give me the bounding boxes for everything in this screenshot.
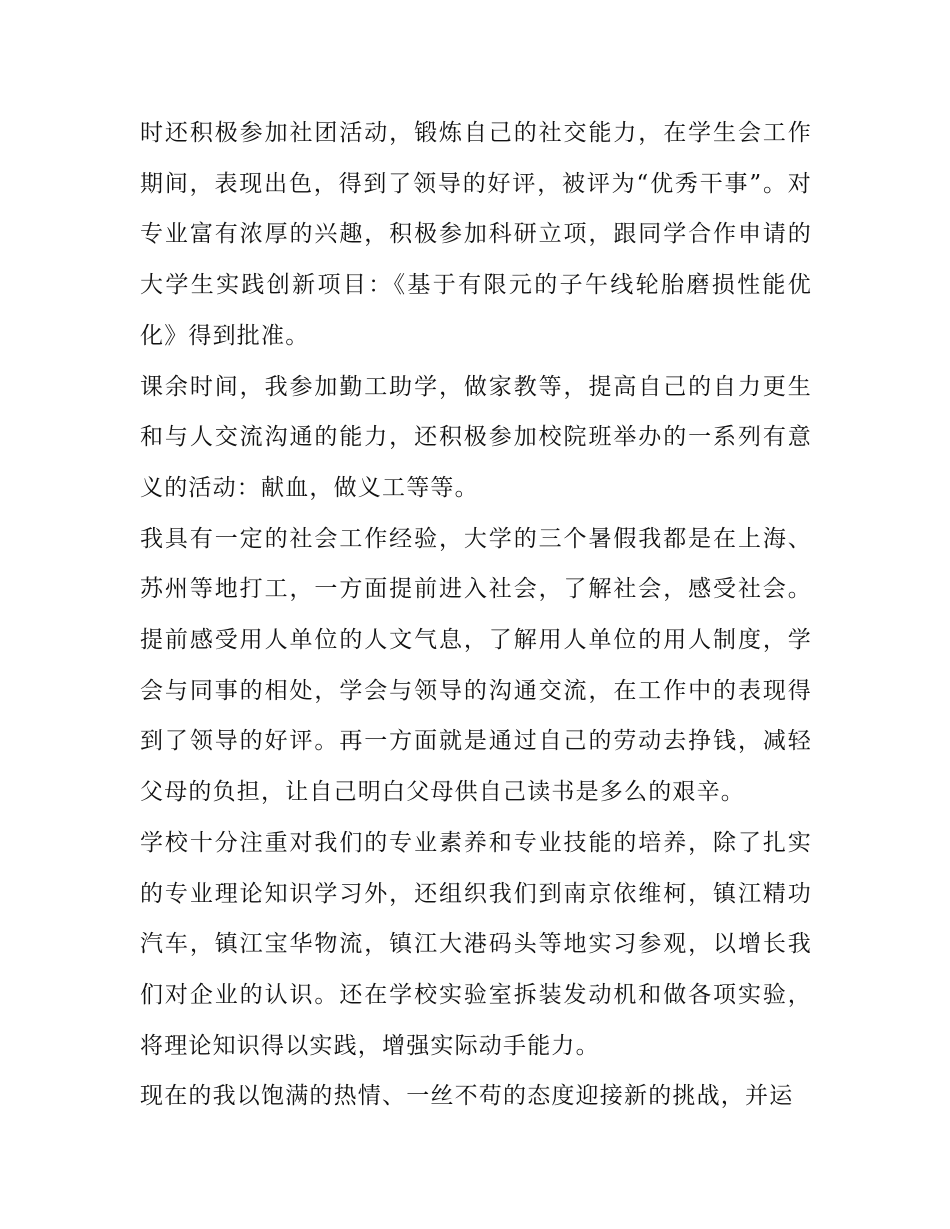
- document-body: [140, 108, 812, 1122]
- paragraph-2: 课余时间，我参加勤工助学，做家教等，提高自己的自力更生和与人交流沟通的能力，还积极参加校院班举办的一系列有意义的活动：献血，做义工等等。: [140, 373, 812, 501]
- paragraph-4: 学校十分注重对我们的专业素养和专业技能的培养，除了扎实的专业理论知识学习外，还组织我们到南京依维柯，镇江精功汽车，镇江宝华物流，镇江大港码头等地实习参观，以增长我们对企业的认识。还在学校实验室拆装发动机和做各项实验，将理论知识得以实践，增强实际动手能力。: [140, 829, 812, 1059]
- paragraph-1: 时还积极参加社团活动，锻炼自己的社交能力，在学生会工作期间，表现出色，得到了领导的好评，被评为“优秀干事”。对专业富有浓厚的兴趣，积极参加科研立项，跟同学合作申请的大学生实践创新项目：《基于有限元的子午线轮胎磨损性能优化》得到批准。: [140, 120, 812, 349]
- paragraph-3: 我具有一定的社会工作经验，大学的三个暑假我都是在上海、苏州等地打工，一方面提前进入社会，了解社会，感受社会。提前感受用人单位的人文气息，了解用人单位的用人制度，学会与同事的相处，学会与领导的沟通交流，在工作中的表现得到了领导的好评。再一方面就是通过自己的劳动去挣钱，减轻父母的负担，让自己明白父母供自己读书是多么的艰辛。: [140, 525, 812, 806]
- paragraph-5: 现在的我以饱满的热情、一丝不苟的态度迎接新的挑战，并运: [140, 1083, 794, 1110]
